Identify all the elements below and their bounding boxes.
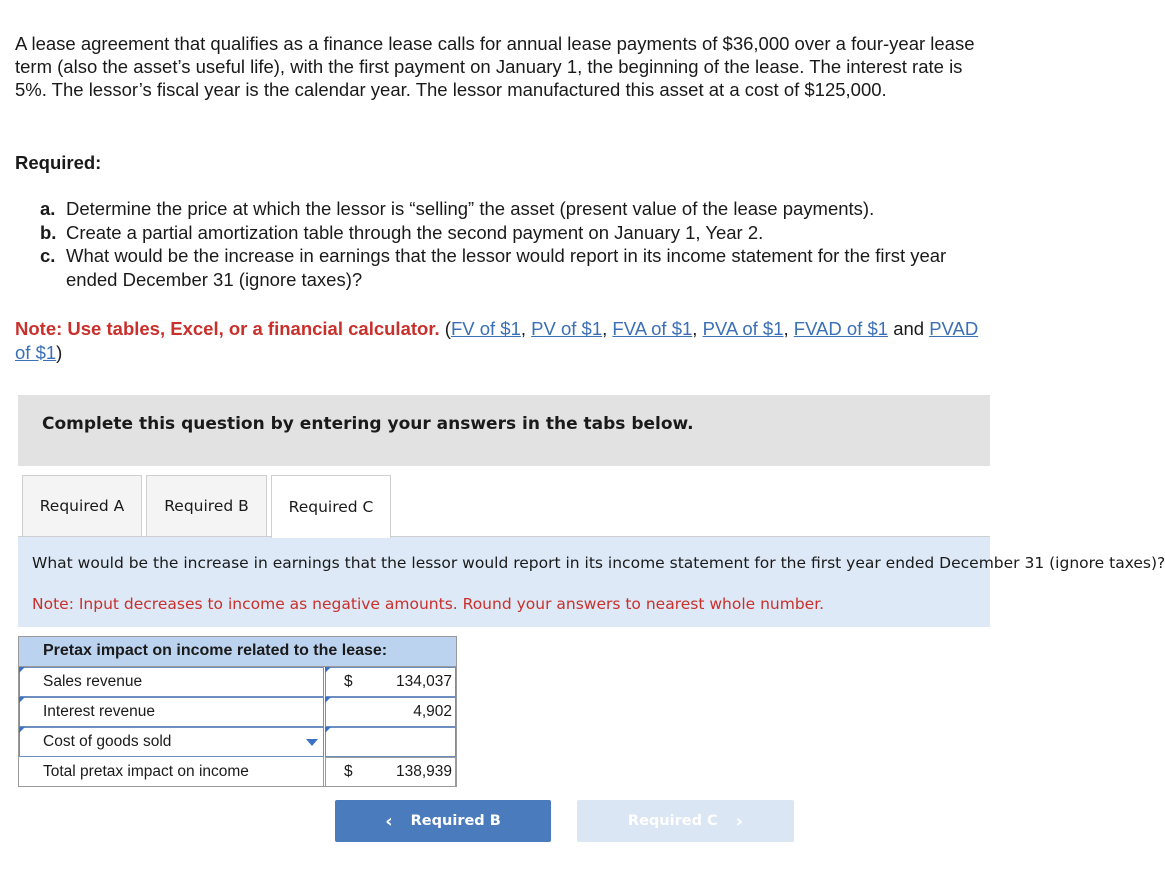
requirement-text: Determine the price at which the lessor is “selling” the asset (present value of the lease payments). [66, 198, 875, 219]
requirement-text: What would be the increase in earnings that the lessor would report in its income statement for the first year ended December 31 (ignore taxes)? [66, 245, 947, 290]
banner-text: Complete this question by entering your answers in the tabs below. [42, 414, 694, 434]
amount-value: 134,037 [395, 673, 452, 690]
note-and: and [893, 318, 925, 339]
row-label-cell [19, 727, 324, 757]
next-button-label: Required C [627, 813, 718, 829]
previous-tab-button[interactable] [335, 800, 551, 842]
chevron-down-icon[interactable] [306, 739, 318, 746]
pretax-impact-table [18, 636, 457, 787]
question-note: Note: Input decreases to income as negative amounts. Round your answers to nearest whole number. [32, 595, 825, 613]
input-marker-icon [19, 727, 25, 733]
requirement-letter: b. [40, 221, 57, 243]
row-label: Interest revenue [43, 703, 156, 720]
row-label: Sales revenue [43, 673, 143, 690]
row-label-cell [19, 667, 324, 697]
link-fva-of-1[interactable]: FVA of $1 [612, 318, 693, 339]
tab-required-a[interactable]: Required A [22, 475, 142, 537]
input-marker-icon [19, 667, 25, 673]
chevron-left-icon: ‹ [385, 810, 393, 832]
tab-required-b[interactable]: Required B [146, 475, 267, 537]
requirement-letter: c. [40, 245, 56, 266]
table-row-total [19, 757, 456, 787]
chevron-right-icon: › [735, 810, 744, 832]
amount-value: 4,902 [413, 703, 452, 720]
table-row-interest-revenue [19, 697, 456, 727]
interest-revenue-amount [325, 697, 456, 727]
link-pv-of-1[interactable]: PV of $1 [531, 318, 603, 339]
requirement-letter: a. [40, 198, 56, 219]
cost-of-goods-sold-input[interactable] [325, 727, 456, 757]
input-marker-icon [325, 727, 331, 733]
currency-symbol: $ [344, 673, 353, 690]
question-text: What would be the increase in earnings that the lessor would report in its income statement for the first year ended December 31 (ignore taxes)? [32, 554, 1165, 572]
instructions-banner [18, 395, 990, 466]
sales-revenue-amount [325, 667, 456, 697]
requirement-b [40, 221, 985, 245]
note-label: Note: Use tables, Excel, or a financial calculator. [15, 318, 440, 339]
link-fvad-of-1[interactable]: FVAD of $1 [793, 318, 889, 339]
total-amount [325, 757, 456, 787]
input-marker-icon [325, 667, 331, 673]
table-header [19, 637, 456, 667]
requirement-a [40, 197, 985, 221]
link-pvad-of-1[interactable]: PVAD of $1 [15, 318, 979, 363]
question-panel [18, 537, 1165, 627]
row-label: Cost of goods sold [43, 733, 172, 750]
row-label-cell [19, 697, 324, 727]
requirement-text: Create a partial amortization table through the second payment on January 1, Year 2. [66, 221, 764, 243]
required-heading: Required: [15, 152, 102, 173]
amount-value: 138,939 [395, 763, 452, 780]
link-fv-of-1[interactable]: FV of $1 [450, 318, 521, 339]
previous-button-label: Required B [410, 813, 501, 829]
table-header-text: Pretax impact on income related to the lease: [43, 642, 388, 659]
cost-of-goods-sold-amount [325, 727, 456, 757]
input-marker-icon [19, 697, 25, 703]
problem-intro: A lease agreement that qualifies as a finance lease calls for annual lease payments of $36,000 over a four-year lease term (also the asset’s useful life), with the first payment on January 1, the beginning of the lease. The interest rate is 5%. The lessor’s fiscal year is the calendar year. The lessor manufactured this asset at a cost of $125,000. [15, 33, 975, 100]
table-row-cost-of-goods-sold [19, 727, 456, 757]
requirement-c [40, 244, 985, 291]
tab-required-c[interactable]: Required C [271, 475, 391, 538]
currency-symbol: $ [344, 763, 353, 780]
row-label: Total pretax impact on income [43, 763, 249, 780]
input-marker-icon [325, 697, 331, 703]
link-pva-of-1[interactable]: PVA of $1 [702, 318, 784, 339]
note-line: Note: Use tables, Excel, or a financial calculator. (FV of $1, PV of $1, FVA of $1, PVA of $1, FVAD of $1 and PVAD of $1) [15, 318, 979, 363]
requirements-list [40, 197, 985, 291]
next-tab-button[interactable] [577, 800, 794, 842]
table-row-sales-revenue [19, 667, 456, 697]
row-label-cell [19, 757, 324, 787]
